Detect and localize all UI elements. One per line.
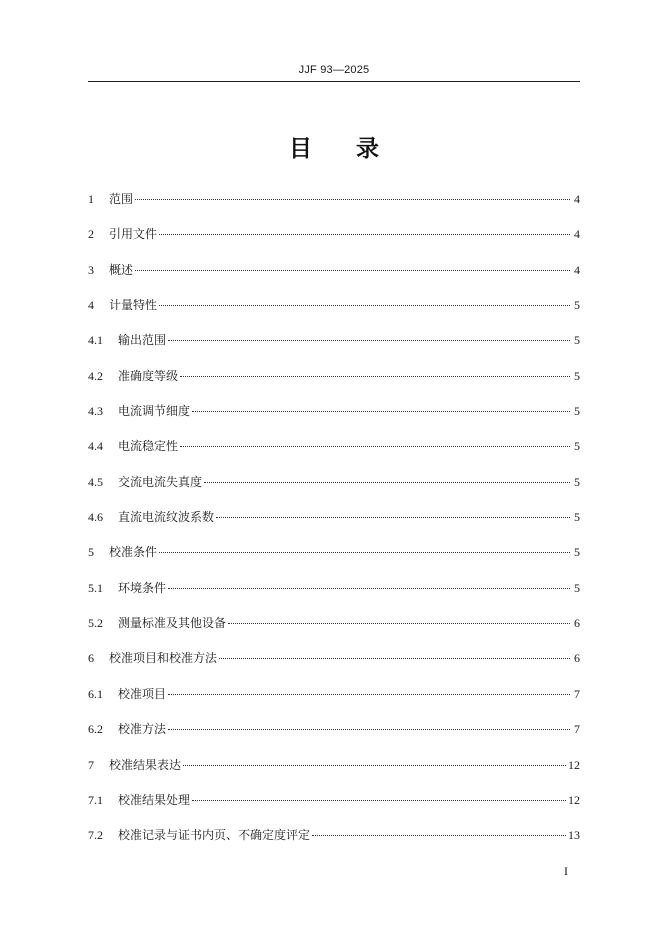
toc-entry-number: 7.1 — [88, 792, 103, 807]
toc-entry[interactable] — [88, 719, 580, 754]
toc-entry-number: 4 — [88, 298, 94, 313]
toc-entry[interactable] — [88, 507, 580, 542]
toc-title — [88, 130, 580, 163]
toc-entry-page: 5 — [574, 404, 580, 419]
toc-entry-page: 5 — [574, 368, 580, 383]
toc-entry-page: 7 — [574, 686, 580, 701]
toc-dot-leader — [159, 233, 570, 235]
toc-entry[interactable] — [88, 366, 580, 401]
toc-entry-number: 4.6 — [88, 510, 103, 525]
toc-dot-leader — [168, 339, 570, 341]
toc-entry-title: 校准方法 — [118, 722, 167, 737]
toc-dot-leader — [135, 198, 570, 200]
toc-entry-number: 2 — [88, 227, 94, 242]
toc-entry[interactable] — [88, 401, 580, 436]
toc-entry-page: 5 — [574, 580, 580, 595]
header-rule — [88, 81, 580, 82]
toc-entry-title: 电流调节细度 — [118, 404, 191, 419]
toc-entry[interactable] — [88, 436, 580, 471]
toc-entry-number: 7 — [88, 757, 94, 772]
toc-entry-page: 13 — [568, 828, 580, 843]
toc-dot-leader — [180, 445, 570, 447]
toc-entry[interactable] — [88, 260, 580, 295]
toc-entry[interactable] — [88, 648, 580, 683]
toc-entry-page: 5 — [574, 474, 580, 489]
toc-dot-leader — [168, 587, 570, 589]
toc-entry[interactable] — [88, 330, 580, 365]
toc-dot-leader — [192, 410, 570, 412]
table-of-contents — [88, 189, 580, 861]
toc-entry[interactable] — [88, 295, 580, 330]
toc-dot-leader — [204, 481, 570, 483]
toc-entry-title: 计量特性 — [109, 298, 158, 313]
toc-entry[interactable] — [88, 684, 580, 719]
toc-entry-page: 5 — [574, 545, 580, 560]
toc-title-char-2: 录 — [356, 136, 379, 162]
toc-entry-title: 校准结果处理 — [118, 792, 191, 807]
toc-entry-page: 4 — [574, 227, 580, 242]
toc-dot-leader — [159, 304, 570, 306]
toc-entry-number: 7.2 — [88, 828, 103, 843]
toc-entry-number: 4.4 — [88, 439, 103, 454]
toc-entry-number: 3 — [88, 262, 94, 277]
toc-entry-number: 4.5 — [88, 474, 103, 489]
toc-entry-page: 5 — [574, 510, 580, 525]
toc-entry-number: 5.2 — [88, 616, 103, 631]
toc-entry[interactable] — [88, 578, 580, 613]
toc-dot-leader — [168, 728, 570, 730]
toc-entry-title: 测量标准及其他设备 — [118, 616, 227, 631]
toc-entry-number: 6 — [88, 651, 94, 666]
toc-entry[interactable] — [88, 790, 580, 825]
toc-entry-page: 12 — [568, 792, 580, 807]
toc-entry[interactable] — [88, 613, 580, 648]
toc-entry-title: 校准项目 — [118, 686, 167, 701]
toc-entry-page: 4 — [574, 192, 580, 206]
toc-dot-leader — [228, 622, 570, 624]
toc-entry-page: 6 — [574, 651, 580, 666]
toc-entry[interactable] — [88, 189, 580, 224]
toc-entry-title: 交流电流失真度 — [118, 474, 203, 489]
toc-entry-title: 直流电流纹波系数 — [118, 510, 215, 525]
toc-entry[interactable] — [88, 224, 580, 259]
toc-dot-leader — [312, 834, 566, 836]
toc-entry-page: 4 — [574, 262, 580, 277]
toc-entry-title: 范围 — [109, 192, 134, 206]
toc-entry-page: 12 — [568, 757, 580, 772]
toc-entry-title: 引用文件 — [109, 227, 158, 242]
toc-entry[interactable] — [88, 755, 580, 790]
toc-entry-page: 7 — [574, 722, 580, 737]
toc-title-char-1: 目 — [289, 136, 312, 162]
toc-entry-page: 5 — [574, 333, 580, 348]
page-number: I — [564, 864, 568, 878]
toc-entry[interactable] — [88, 542, 580, 577]
toc-entry-title: 电流稳定性 — [118, 439, 179, 454]
toc-entry-title: 环境条件 — [118, 580, 167, 595]
toc-dot-leader — [159, 551, 570, 553]
toc-entry-number: 4.2 — [88, 368, 103, 383]
toc-dot-leader — [168, 693, 570, 695]
toc-entry-page: 6 — [574, 616, 580, 631]
toc-entry-number: 6.1 — [88, 686, 103, 701]
toc-dot-leader — [183, 764, 566, 766]
toc-entry-page: 5 — [574, 298, 580, 313]
toc-entry-number: 6.2 — [88, 722, 103, 737]
toc-entry-title: 校准项目和校准方法 — [109, 651, 218, 666]
toc-entry[interactable] — [88, 825, 580, 860]
document-code-header: JJF 93—2025 — [298, 64, 370, 76]
toc-entry-title: 校准结果表达 — [109, 757, 182, 772]
toc-entry-number: 1 — [88, 192, 94, 206]
toc-entry-number: 4.1 — [88, 333, 103, 348]
toc-dot-leader — [192, 799, 566, 801]
toc-entry-title: 概述 — [109, 262, 134, 277]
toc-entry-number: 5.1 — [88, 580, 103, 595]
toc-entry-number: 5 — [88, 545, 94, 560]
toc-dot-leader — [216, 516, 570, 518]
toc-entry-title: 输出范围 — [118, 333, 167, 348]
toc-entry-title: 校准条件 — [109, 545, 158, 560]
toc-entry-number: 4.3 — [88, 404, 103, 419]
toc-dot-leader — [219, 657, 570, 659]
toc-dot-leader — [180, 375, 570, 377]
toc-entry-title: 准确度等级 — [118, 368, 179, 383]
toc-entry-page: 5 — [574, 439, 580, 454]
toc-entry-title: 校准记录与证书内页、不确定度评定 — [118, 828, 311, 843]
toc-entry[interactable] — [88, 472, 580, 507]
toc-dot-leader — [135, 269, 570, 271]
